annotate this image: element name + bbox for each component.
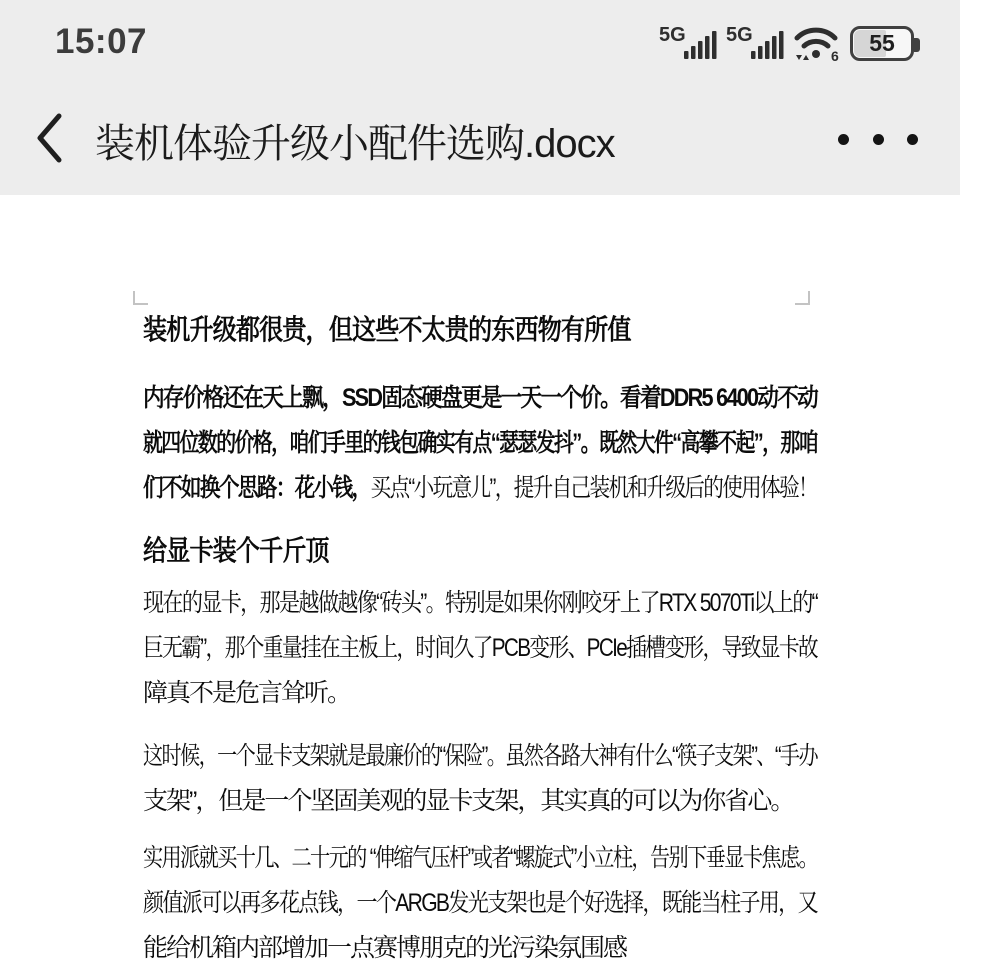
text-line: 颜值派可以再多花点钱，一个ARGB发光支架也是个好选择，既能当柱子用，又	[143, 889, 817, 917]
page-corner-mark-left	[133, 291, 148, 305]
download-arrow-icon	[796, 55, 802, 60]
text-line: 实用派就买十几、二十元的 “伸缩气压杆”或者“螺旋式”小立柱，告别下垂显卡焦虑。	[143, 844, 817, 872]
header-bar	[0, 0, 960, 195]
battery-cap	[914, 38, 920, 52]
signal-bars-icon	[751, 31, 784, 59]
document-filename-title: 装机体验升级小配件选购.docx	[95, 122, 615, 166]
text-line: 现在的显卡，那是越做越像“砖头”。特别是如果你刚咬牙上了RTX 5070Ti以上的“	[143, 589, 817, 617]
more-menu-button[interactable]	[838, 122, 918, 156]
text-line: 内存价格还在天上飘，SSD固态硬盘更是一天一个价。看着DDR5 6400动不动	[143, 384, 817, 412]
text-line: 巨无霸”，那个重量挂在主板上，时间久了PCB变形、PCIe插槽变形，导致显卡故	[143, 634, 817, 662]
back-button[interactable]	[32, 110, 68, 166]
section-heading-gpu-bracket: 给显卡装个千斤顶	[143, 535, 329, 566]
text-line: 这时候，一个显卡支架就是最廉价的“保险”。虽然各路大神有什么“筷子支架”、“手办	[143, 742, 817, 770]
text-line: 支架”，但是一个坚固美观的显卡支架，其实真的可以为你省心。	[143, 787, 794, 815]
paragraph-bracket-options	[143, 836, 817, 971]
network-type-label: 5G	[726, 24, 753, 46]
text-line: 障真不是危言耸听。	[143, 679, 351, 707]
upload-arrow-icon	[803, 55, 809, 60]
network-type-label: 5G	[659, 24, 686, 46]
status-time: 15:07	[55, 22, 148, 61]
paragraph-gpu-weight	[143, 581, 817, 716]
text-line: 就四位数的价格，咱们手里的钱包确实有点“瑟瑟发抖”。既然大件“高攀不起”，那咱	[143, 429, 817, 457]
paragraph-intro	[143, 376, 817, 511]
cellular-signal-primary	[659, 25, 717, 61]
signal-bars-icon	[684, 31, 717, 59]
more-ellipsis-icon	[907, 134, 918, 145]
battery-icon	[850, 26, 914, 61]
page-corner-mark-right	[795, 291, 810, 305]
wifi6-badge: 6	[831, 48, 839, 64]
more-ellipsis-icon	[873, 134, 884, 145]
text-line: 们不如换个思路：花小钱，买点“小玩意儿”，提升自己装机和升级后的使用体验！	[143, 474, 817, 502]
document-viewer[interactable]	[0, 195, 960, 962]
more-ellipsis-icon	[838, 134, 849, 145]
wifi-icon	[793, 25, 841, 64]
text-line: 能给机箱内部增加一点赛博朋克的光污染氛围感	[143, 934, 627, 962]
battery-percent: 55	[869, 29, 895, 56]
status-icons	[659, 24, 914, 62]
paragraph-bracket-insurance	[143, 734, 817, 824]
document-title: 装机升级都很贵，但这些不太贵的东西物有所值	[143, 314, 631, 345]
cellular-signal-secondary	[726, 25, 784, 61]
chevron-left-icon	[32, 110, 68, 166]
